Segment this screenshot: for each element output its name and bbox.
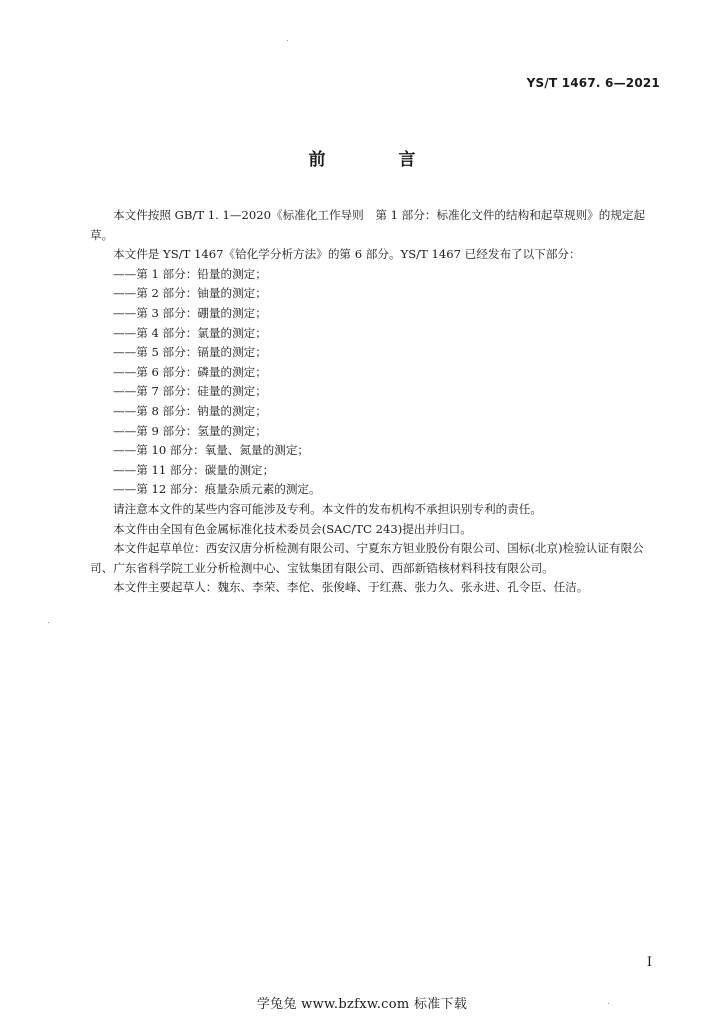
list-item: ——第 10 部分：氧量、氮量的测定； [113,443,310,458]
list-item: ——第 3 部分：硼量的测定； [113,305,267,320]
list-item: ——第 4 部分：氯量的测定； [113,325,267,340]
list-item: ——第 8 部分：钠量的测定； [113,403,267,418]
paragraph-committee: 本文件由全国有色金属标准化技术委员会(SAC/TC 243)提出并归口。 [113,521,472,536]
list-item: ——第 12 部分：痕量杂质元素的测定。 [113,482,321,497]
paragraph-drafting-units: 本文件起草单位：西安汉唐分析检测有限公司、宁夏东方钽业股份有限公司、国标(北京)检验认证有限公司、广东省科学院工业分析检测中心、宝钛集团有限公司、西部新锆核材料科技有限公司。 [90,541,644,575]
paragraph-series-intro: 本文件是 YS/T 1467《铪化学分析方法》的第 6 部分。YS/T 1467 已经发布了以下部分： [113,247,581,262]
list-item: ——第 7 部分：硅量的测定； [113,384,267,399]
scan-speck [48,622,49,623]
standard-number: YS/T 1467. 6—2021 [526,76,660,90]
list-item: ——第 5 部分：镉量的测定； [113,345,267,360]
page-title: 前 言 [308,150,444,170]
parts-list [90,265,662,500]
paragraph-patent-notice: 请注意本文件的某些内容可能涉及专利。本文件的发布机构不承担识别专利的责任。 [113,501,542,516]
list-item: ——第 11 部分：碳量的测定； [113,462,275,477]
foreword-body [90,206,662,598]
paragraph-drafting-rules: 本文件按照 GB/T 1. 1—2020《标准化工作导则 第 1 部分：标准化文件的结构和起草规则》的规定起草。 [90,208,646,242]
paragraph-drafters: 本文件主要起草人：魏东、李荣、李佗、张俊峰、于红燕、张力久、张永进、孔令臣、任洁。 [113,580,589,595]
list-item: ——第 6 部分：磷量的测定； [113,364,267,379]
page-number: I [646,955,652,970]
list-item: ——第 9 部分：氢量的测定； [113,423,267,438]
list-item: ——第 2 部分：铀量的测定； [113,286,267,301]
list-item: ——第 1 部分：铅量的测定； [113,266,267,281]
scan-speck [287,40,288,41]
footer-watermark: 学兔兔 www.bzfxw.com 标准下载 [256,997,468,1012]
